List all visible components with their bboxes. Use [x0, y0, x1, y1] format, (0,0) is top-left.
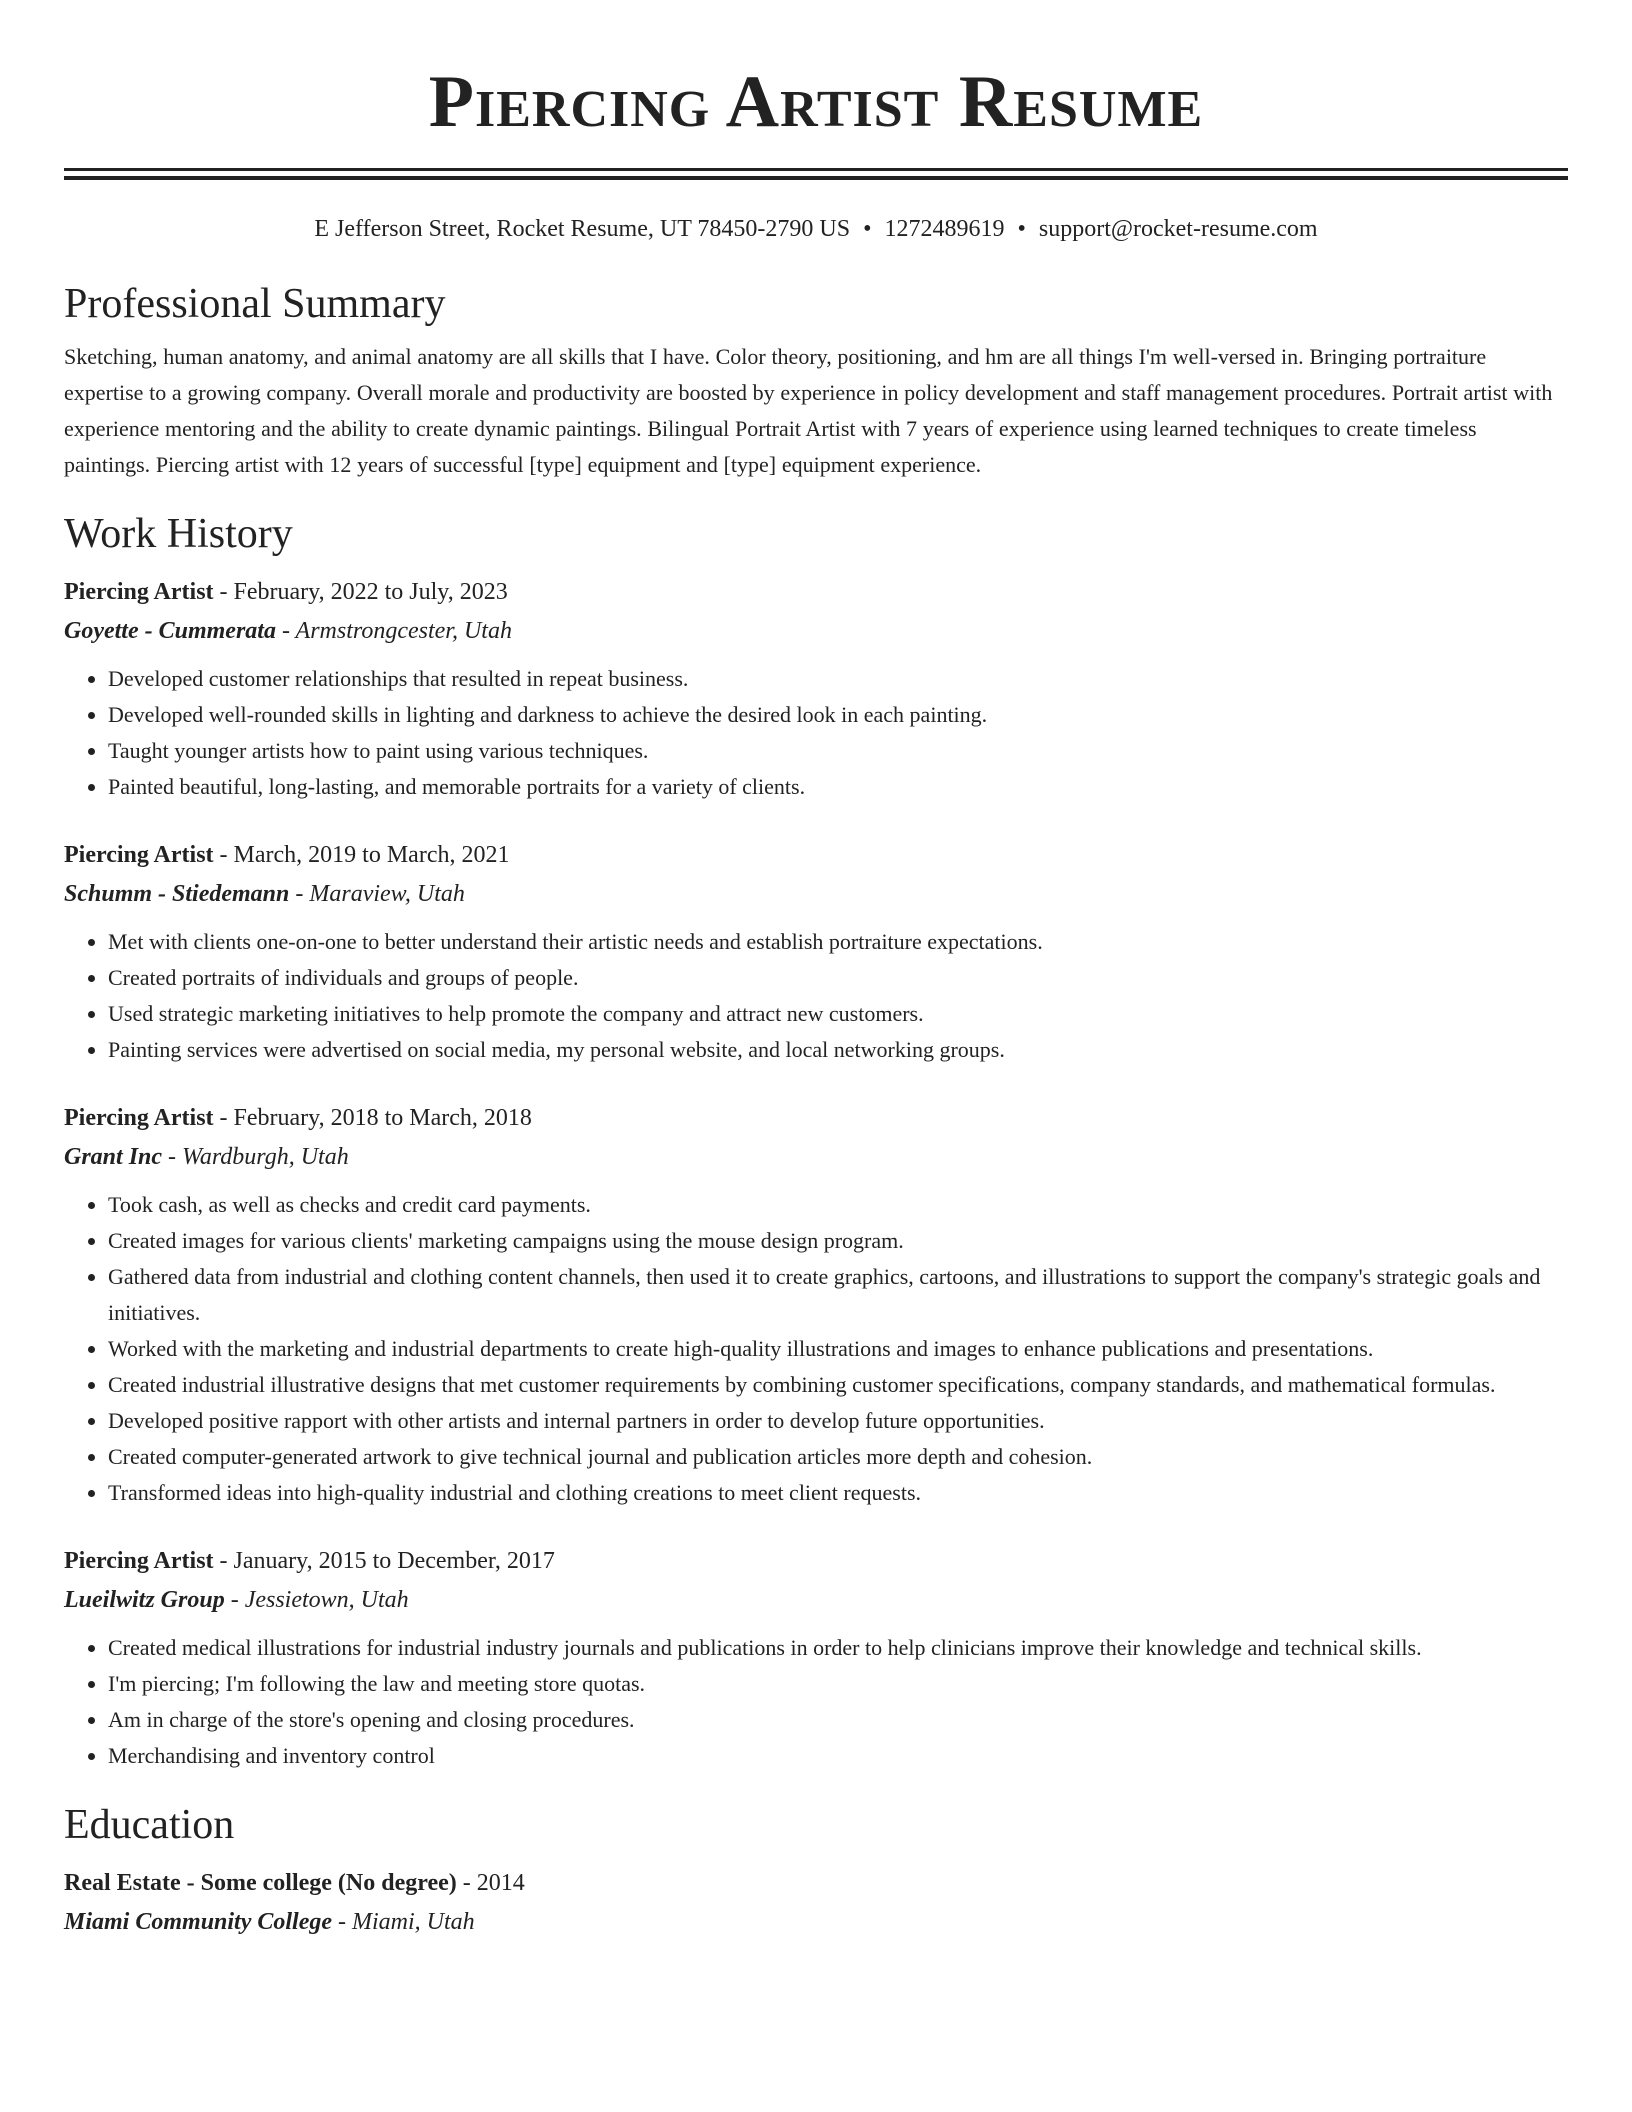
- job-title-line: [64, 573, 1568, 611]
- summary-heading: Professional Summary: [64, 281, 446, 327]
- summary-text: Sketching, human anatomy, and animal anatomy are all skills that I have. Color theory, positioning, and hm are all things I'm well-versed in. Bringing portraiture expertise to a growing company. Overall morale and productivity are boosted by experience in policy development and staff management procedures. Portrait artist with experience mentoring and the ability to create dynamic paintings. Bilingual Portrait Artist with 7 years of experience using learned techniques to create timeless paintings. Piercing artist with 12 years of successful [type] equipment and [type] equipment experience.: [64, 344, 1553, 477]
- job-location: - Maraview, Utah: [289, 881, 465, 907]
- duty-item: • Am in charge of the store's opening and closing procedures.: [108, 1702, 1568, 1738]
- job-company: Grant Inc: [64, 1144, 163, 1170]
- job-company-line: [64, 1137, 1568, 1177]
- job-company-line: [64, 874, 1568, 914]
- degree-year: - 2014: [456, 1870, 525, 1896]
- job-dates: - January, 2015 to December, 2017: [213, 1548, 555, 1574]
- job-title-line: [64, 836, 1568, 874]
- job-duties: [64, 1187, 1568, 1511]
- duty-item: • Developed well-rounded skills in lighting and darkness to achieve the desired look in each painting.: [108, 697, 1568, 733]
- job-duties: [64, 661, 1568, 805]
- job-company: Lueilwitz Group: [64, 1587, 225, 1613]
- job-location: - Jessietown, Utah: [224, 1587, 409, 1613]
- duty-item: • Met with clients one-on-one to better understand their artistic needs and establish portraiture expectations.: [108, 924, 1568, 960]
- job-duties: [64, 1630, 1568, 1774]
- duty-item: • I'm piercing; I'm following the law and meeting store quotas.: [108, 1666, 1568, 1702]
- job-title-line: [64, 1099, 1568, 1137]
- duty-item: • Taught younger artists how to paint using various techniques.: [108, 733, 1568, 769]
- job-dates: - February, 2018 to March, 2018: [213, 1105, 532, 1131]
- work-history-heading: Work History: [64, 511, 293, 557]
- contact-email[interactable]: support@rocket-resume.com: [1038, 216, 1318, 242]
- duty-item: • Gathered data from industrial and clothing content channels, then used it to create graphics, cartoons, and illustrations to support the company's strategic goals and initiatives.: [108, 1259, 1568, 1331]
- job-location: - Armstrongcester, Utah: [275, 618, 512, 644]
- job-entry: [64, 1542, 1568, 1774]
- resume-title: Piercing Artist Resume: [428, 61, 1204, 143]
- school-line: [64, 1902, 1568, 1942]
- job-title-line: [64, 1542, 1568, 1580]
- job-dates: - March, 2019 to March, 2021: [213, 842, 510, 868]
- duty-item: • Developed customer relationships that resulted in repeat business.: [108, 661, 1568, 697]
- job-title: Piercing Artist: [64, 579, 214, 605]
- job-title: Piercing Artist: [64, 1548, 214, 1574]
- duty-item: • Used strategic marketing initiatives to help promote the company and attract new customers.: [108, 996, 1568, 1032]
- duty-item: • Transformed ideas into high-quality industrial and clothing creations to meet client requests.: [108, 1475, 1568, 1511]
- duty-item: • Created portraits of individuals and groups of people.: [108, 960, 1568, 996]
- job-entry: [64, 836, 1568, 1068]
- job-title: Piercing Artist: [64, 1105, 214, 1131]
- degree: Real Estate - Some college (No degree): [64, 1870, 457, 1896]
- education-entry: [64, 1864, 1568, 1942]
- contact-phone: 1272489619: [884, 216, 1005, 242]
- school-location: - Miami, Utah: [332, 1909, 475, 1935]
- duty-item: • Merchandising and inventory control: [108, 1738, 1568, 1774]
- duty-item: • Painting services were advertised on social media, my personal website, and local networking groups.: [108, 1032, 1568, 1068]
- duty-item: • Painted beautiful, long-lasting, and memorable portraits for a variety of clients.: [108, 769, 1568, 805]
- duty-item: • Created industrial illustrative designs that met customer requirements by combining customer specifications, company standards, and mathematical formulas.: [108, 1367, 1568, 1403]
- contact-line: [64, 213, 1568, 245]
- duty-item: • Developed positive rapport with other artists and internal partners in order to develop future opportunities.: [108, 1403, 1568, 1439]
- school: Miami Community College: [64, 1909, 333, 1935]
- duty-item: • Created images for various clients' marketing campaigns using the mouse design program.: [108, 1223, 1568, 1259]
- job-location: - Wardburgh, Utah: [162, 1144, 349, 1170]
- job-duties: [64, 924, 1568, 1068]
- duty-item: • Took cash, as well as checks and credit card payments.: [108, 1187, 1568, 1223]
- duty-item: • Created medical illustrations for industrial industry journals and publications in order to help clinicians improve their knowledge and technical skills.: [108, 1630, 1568, 1666]
- duty-item: • Worked with the marketing and industrial departments to create high-quality illustrations and images to enhance publications and presentations.: [108, 1331, 1568, 1367]
- job-entry: [64, 573, 1568, 805]
- contact-separator: •: [863, 216, 872, 242]
- job-company-line: [64, 1580, 1568, 1620]
- duty-item: • Created computer-generated artwork to give technical journal and publication articles more depth and cohesion.: [108, 1439, 1568, 1475]
- contact-address: E Jefferson Street, Rocket Resume, UT 78450-2790 US: [314, 216, 851, 242]
- title-divider: [64, 168, 1568, 180]
- job-company: Goyette - Cummerata: [64, 618, 276, 644]
- job-company-line: [64, 611, 1568, 651]
- resume-page: [64, 0, 1568, 1942]
- job-title: Piercing Artist: [64, 842, 214, 868]
- contact-separator: •: [1017, 216, 1026, 242]
- job-entry: [64, 1099, 1568, 1511]
- degree-line: [64, 1864, 1568, 1902]
- education-heading: Education: [64, 1802, 235, 1848]
- job-company: Schumm - Stiedemann: [64, 881, 290, 907]
- job-dates: - February, 2022 to July, 2023: [213, 579, 508, 605]
